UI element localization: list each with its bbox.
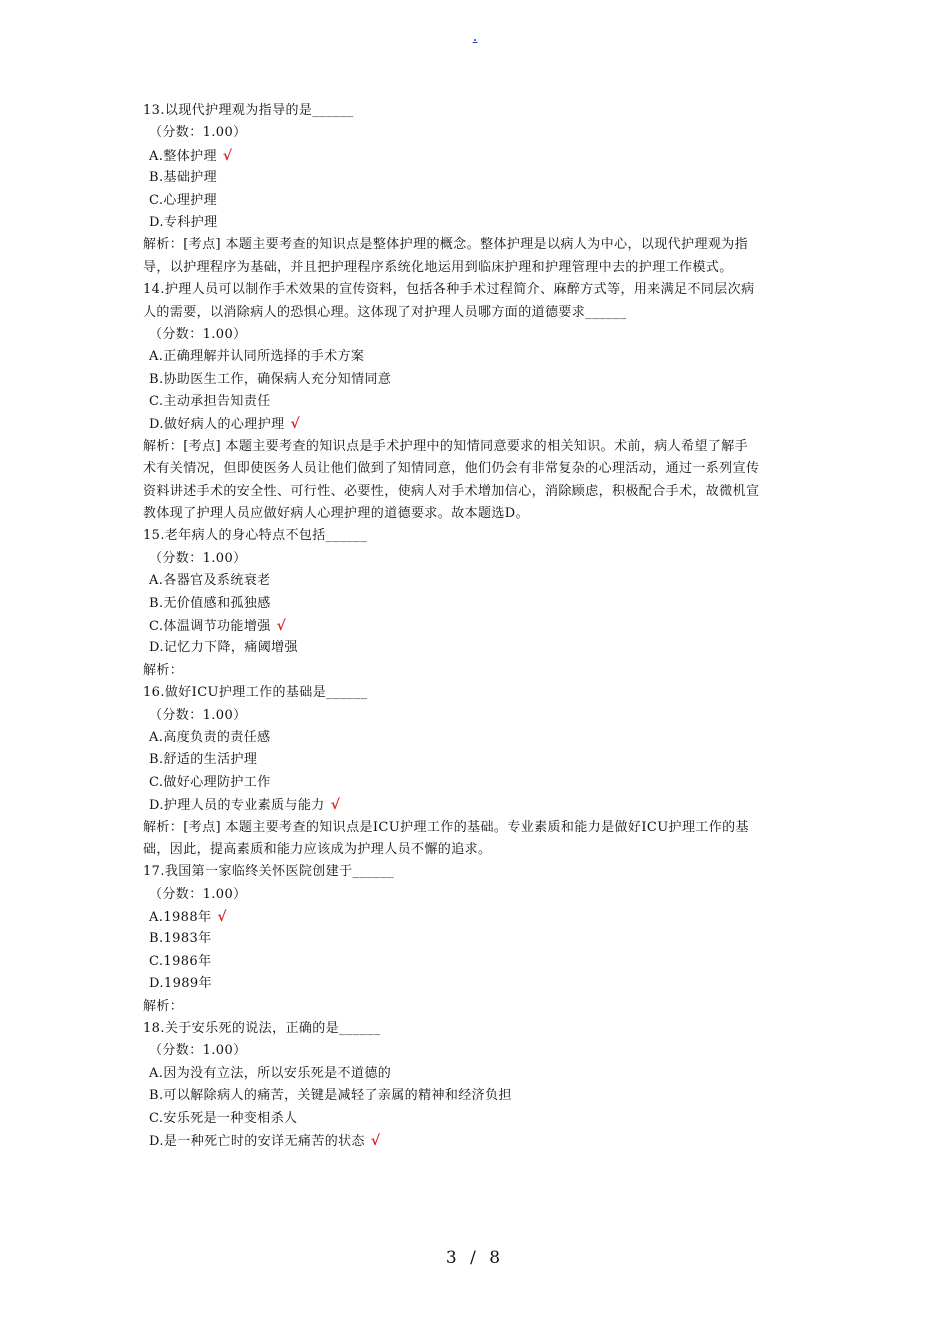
question-block [143,1018,808,1152]
question-list [143,100,808,1152]
analysis-text: 解析：[考点] 本题主要考查的知识点是ICU护理工作的基础。专业素质和能力是做好ICU护理工作的基 [143,819,749,835]
answer-option-text: C.做好心理防护工作 [149,774,271,790]
answer-option-text: D.1989年 [149,976,212,992]
analysis-text: 解析： [143,662,184,678]
analysis-text: 解析：[考点] 本题主要考查的知识点是整体护理的概念。整体护理是以病人为中心，以现代护理观为指 [143,237,749,253]
question-block [143,861,808,1018]
question-stem: 18.关于安乐死的说法，正确的是______ [143,1021,381,1037]
answer-option [143,1085,808,1107]
page-number: 3 / 8 [445,1248,505,1268]
answer-option [143,1130,808,1152]
answer-option-text: B.1983年 [149,931,212,947]
question-block [143,682,808,861]
question-stem: 15.老年病人的身心特点不包括______ [143,528,368,544]
answer-option-text: B.舒适的生活护理 [149,752,258,768]
analysis-text: 解析： [143,998,184,1014]
correct-check-icon [217,909,227,925]
answer-option-text: D.护理人员的专业素质与能力 [149,798,325,814]
answer-option-text: B.协助医生工作，确保病人充分知情同意 [149,371,392,387]
answer-option-text: B.可以解除病人的痛苦，关键是减轻了亲属的精神和经济负担 [149,1088,512,1104]
answer-option [143,749,808,771]
answer-option [143,369,808,391]
answer-option [143,413,808,435]
analysis-text: 教体现了护理人员应做好病人心理护理的道德要求。故本题选D。 [143,506,530,522]
answer-option-text: D.做好病人的心理护理 [149,417,285,433]
question-score: （分数：1.00） [149,550,247,566]
correct-check-icon [223,148,233,164]
answer-option [143,190,808,212]
analysis-text: 资料讲述手术的安全性、可行性、必要性，使病人对手术增加信心，消除顾虑，积极配合手术，故微机宣 [143,483,760,499]
answer-option [143,973,808,995]
correct-check-icon [277,618,287,634]
question-stem: 16.做好ICU护理工作的基础是______ [143,685,368,701]
answer-option [143,951,808,973]
correct-check-icon [371,1133,381,1149]
answer-option [143,1063,808,1085]
header-mark: . [472,27,478,45]
answer-option [143,928,808,950]
question-stem: 14.护理人员可以制作手术效果的宣传资料，包括各种手术过程简介、麻醉方式等，用来满足不同层次病 [143,282,755,298]
analysis-text: 础，因此，提高素质和能力应该成为护理人员不懈的追求。 [143,841,492,857]
answer-option-text: C.体温调节功能增强 [149,618,271,634]
answer-option [143,570,808,592]
answer-option-text: D.专科护理 [149,214,218,230]
answer-option-text: A.因为没有立法，所以安乐死是不道德的 [149,1065,392,1081]
answer-option-text: C.安乐死是一种变相杀人 [149,1110,298,1126]
answer-option-text: C.主动承担告知责任 [149,394,271,410]
question-stem: 17.我国第一家临终关怀医院创建于______ [143,864,394,880]
correct-check-icon [331,797,341,813]
answer-option [143,346,808,368]
question-stem: 人的需要，以消除病人的恐惧心理。这体现了对护理人员哪方面的道德要求______ [143,304,627,320]
answer-option [143,615,808,637]
answer-option-text: B.基础护理 [149,170,218,186]
analysis-text: 术有关情况，但即使医务人员让他们做到了知情同意，他们仍会有非常复杂的心理活动，通过一系列宣传 [143,461,760,477]
answer-option [143,212,808,234]
question-block [143,279,808,525]
answer-option [143,167,808,189]
answer-option [143,391,808,413]
answer-option-text: C.1986年 [149,953,212,969]
answer-option [143,1108,808,1130]
answer-option-text: A.1988年 [149,910,212,926]
answer-option-text: A.整体护理 [149,148,217,164]
answer-option-text: A.正确理解并认同所选择的手术方案 [149,349,365,365]
question-score: （分数：1.00） [149,326,247,342]
answer-option-text: D.是一种死亡时的安详无痛苦的状态 [149,1133,365,1149]
question-score: （分数：1.00） [149,886,247,902]
question-block [143,525,808,682]
answer-option-text: A.各器官及系统衰老 [149,573,271,589]
answer-option [143,593,808,615]
question-score: （分数：1.00） [149,125,247,141]
answer-option [143,145,808,167]
question-block [143,100,808,279]
answer-option-text: A.高度负责的责任感 [149,729,271,745]
question-stem: 13.以现代护理观为指导的是______ [143,103,354,118]
answer-option [143,794,808,816]
answer-option [143,637,808,659]
answer-option [143,906,808,928]
answer-option [143,727,808,749]
correct-check-icon [291,416,301,432]
answer-option-text: B.无价值感和孤独感 [149,595,271,611]
analysis-text: 解析：[考点] 本题主要考查的知识点是手术护理中的知情同意要求的相关知识。术前，病人希望了解手 [143,438,749,454]
analysis-text: 导，以护理程序为基础，并且把护理程序系统化地运用到临床护理和护理管理中去的护理工作模式。 [143,259,733,275]
answer-option [143,772,808,794]
question-score: （分数：1.00） [149,707,247,723]
answer-option-text: D.记忆力下降，痛阈增强 [149,640,298,656]
question-score: （分数：1.00） [149,1043,247,1059]
answer-option-text: C.心理护理 [149,192,218,208]
